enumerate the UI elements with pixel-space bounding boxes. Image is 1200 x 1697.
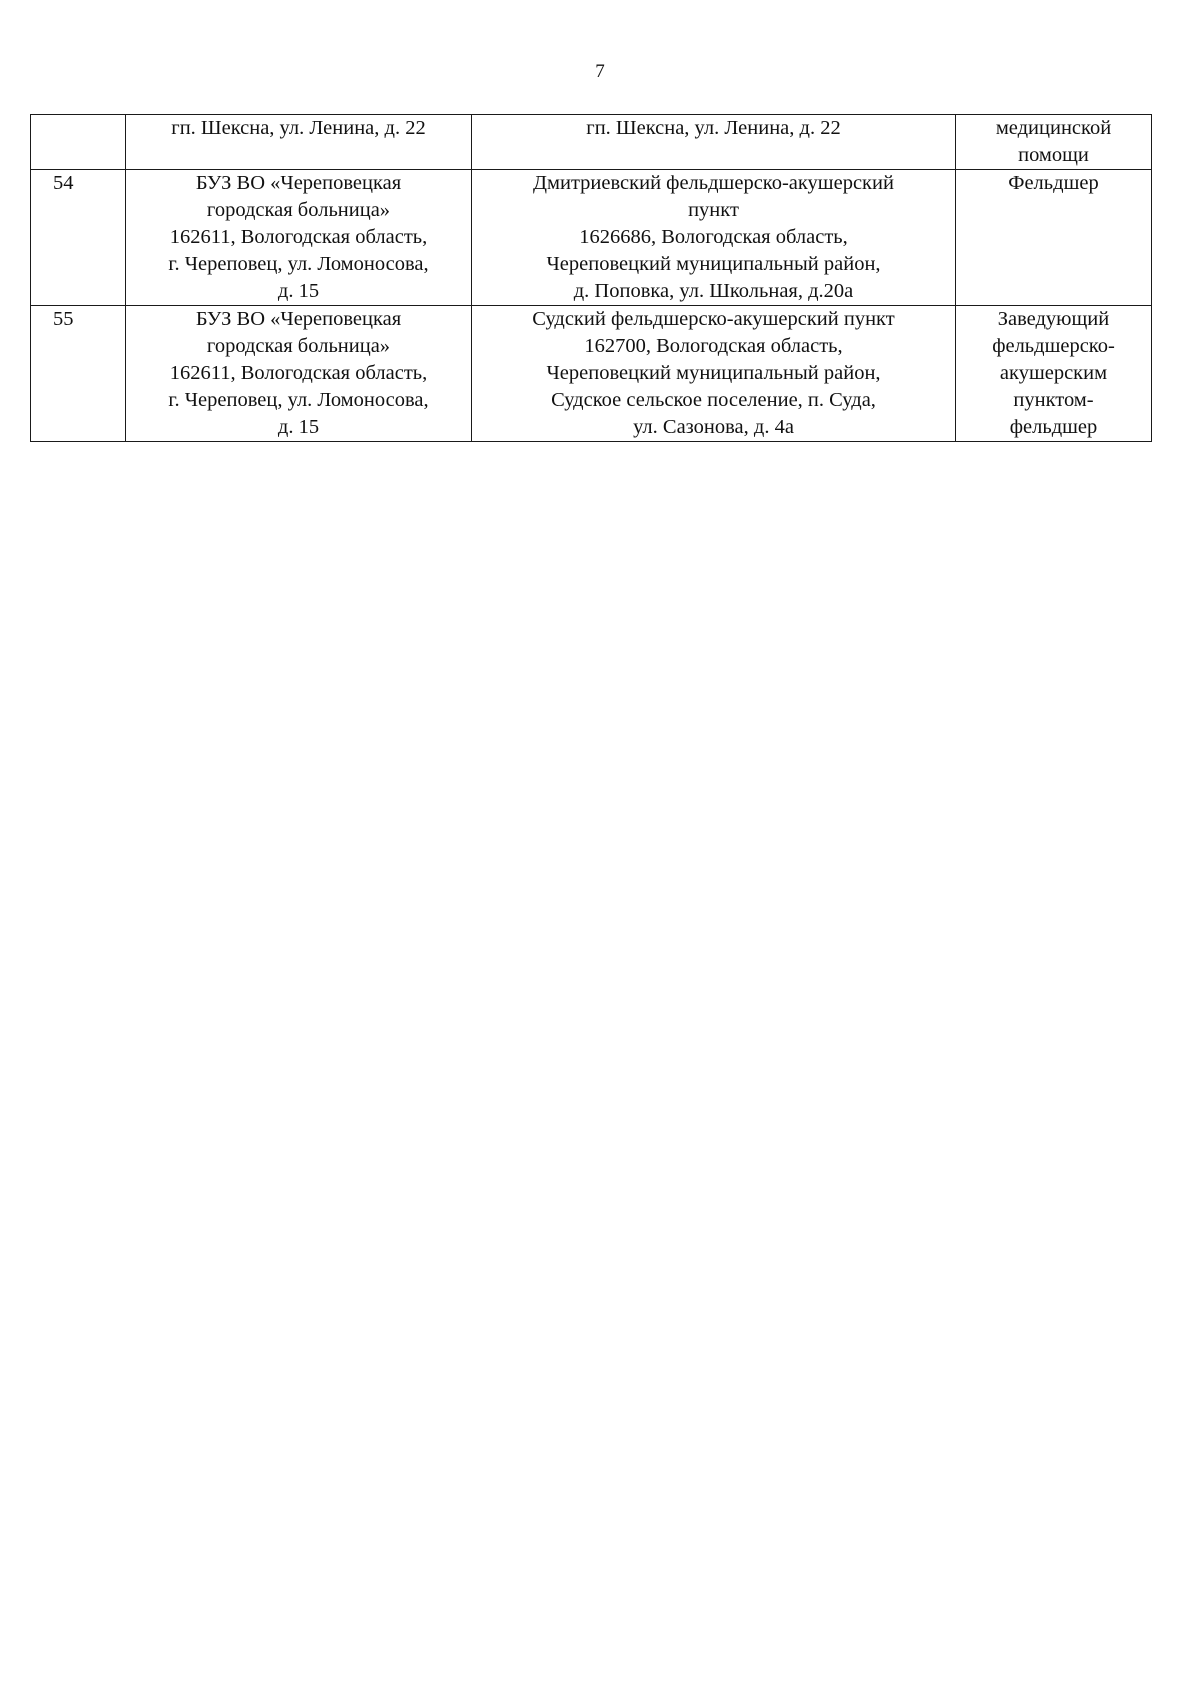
cell-text-line: БУЗ ВО «Череповецкая [195,172,402,194]
cell-text-line: Дмитриевский фельдшерско-акушерский [533,172,894,194]
cell-text-line: фельдшер [1009,416,1098,438]
cell-text-line: городская больница» [206,335,391,357]
cell-text-line: ул. Сазонова, д. 4а [633,416,794,438]
medical-facilities-table [30,114,1152,442]
cell-text-line: Череповецкий муниципальный район, [546,253,881,275]
cell-text-line: акушерским [999,362,1108,384]
cell-text-line: 162611, Вологодская область, [169,362,428,384]
table-body [31,115,1152,442]
cell-text-line: г. Череповец, ул. Ломоносова, [168,389,429,411]
cell-text-line: д. Поповка, ул. Школьная, д.20а [573,280,854,302]
cell-text-line: 162700, Вологодская область, [584,335,843,357]
table-row [31,170,1152,306]
cell-text-line: городская больница» [206,199,391,221]
location-cell [472,115,956,170]
cell-text-line: пункт [688,199,739,221]
cell-text-line: фельдшерско- [992,335,1115,357]
location-cell [472,306,956,442]
cell-text-line: Заведующий [997,308,1110,330]
row-number-cell [31,306,126,442]
position-cell [956,115,1152,170]
cell-text-line: 162611, Вологодская область, [169,226,428,248]
cell-text-line: Череповецкий муниципальный район, [546,362,881,384]
organization-cell [126,115,472,170]
organization-cell [126,306,472,442]
organization-cell [126,170,472,306]
cell-text-line: гп. Шексна, ул. Ленина, д. 22 [171,117,426,139]
cell-text-line: 55 [53,308,74,330]
cell-text-line: Судский фельдшерско-акушерский пункт [532,308,895,330]
cell-text-line: помощи [1018,144,1089,166]
cell-text-line: д. 15 [277,416,320,438]
cell-text-line: БУЗ ВО «Череповецкая [195,308,402,330]
page-number: 7 [595,61,605,82]
position-cell [956,170,1152,306]
cell-text-line: 1626686, Вологодская область, [579,226,848,248]
cell-text-line: гп. Шексна, ул. Ленина, д. 22 [586,117,841,139]
table-row [31,115,1152,170]
cell-text-line: медицинской [995,117,1112,139]
cell-text-line: 54 [53,172,74,194]
location-cell [472,170,956,306]
cell-text-line: д. 15 [277,280,320,302]
table-row [31,306,1152,442]
row-number-cell [31,170,126,306]
row-number-cell [31,115,126,170]
position-cell [956,306,1152,442]
cell-text-line: Судское сельское поселение, п. Суда, [551,389,876,411]
cell-text-line: пунктом- [1013,389,1094,411]
cell-text-line: г. Череповец, ул. Ломоносова, [168,253,429,275]
cell-text-line: Фельдшер [1008,172,1099,194]
